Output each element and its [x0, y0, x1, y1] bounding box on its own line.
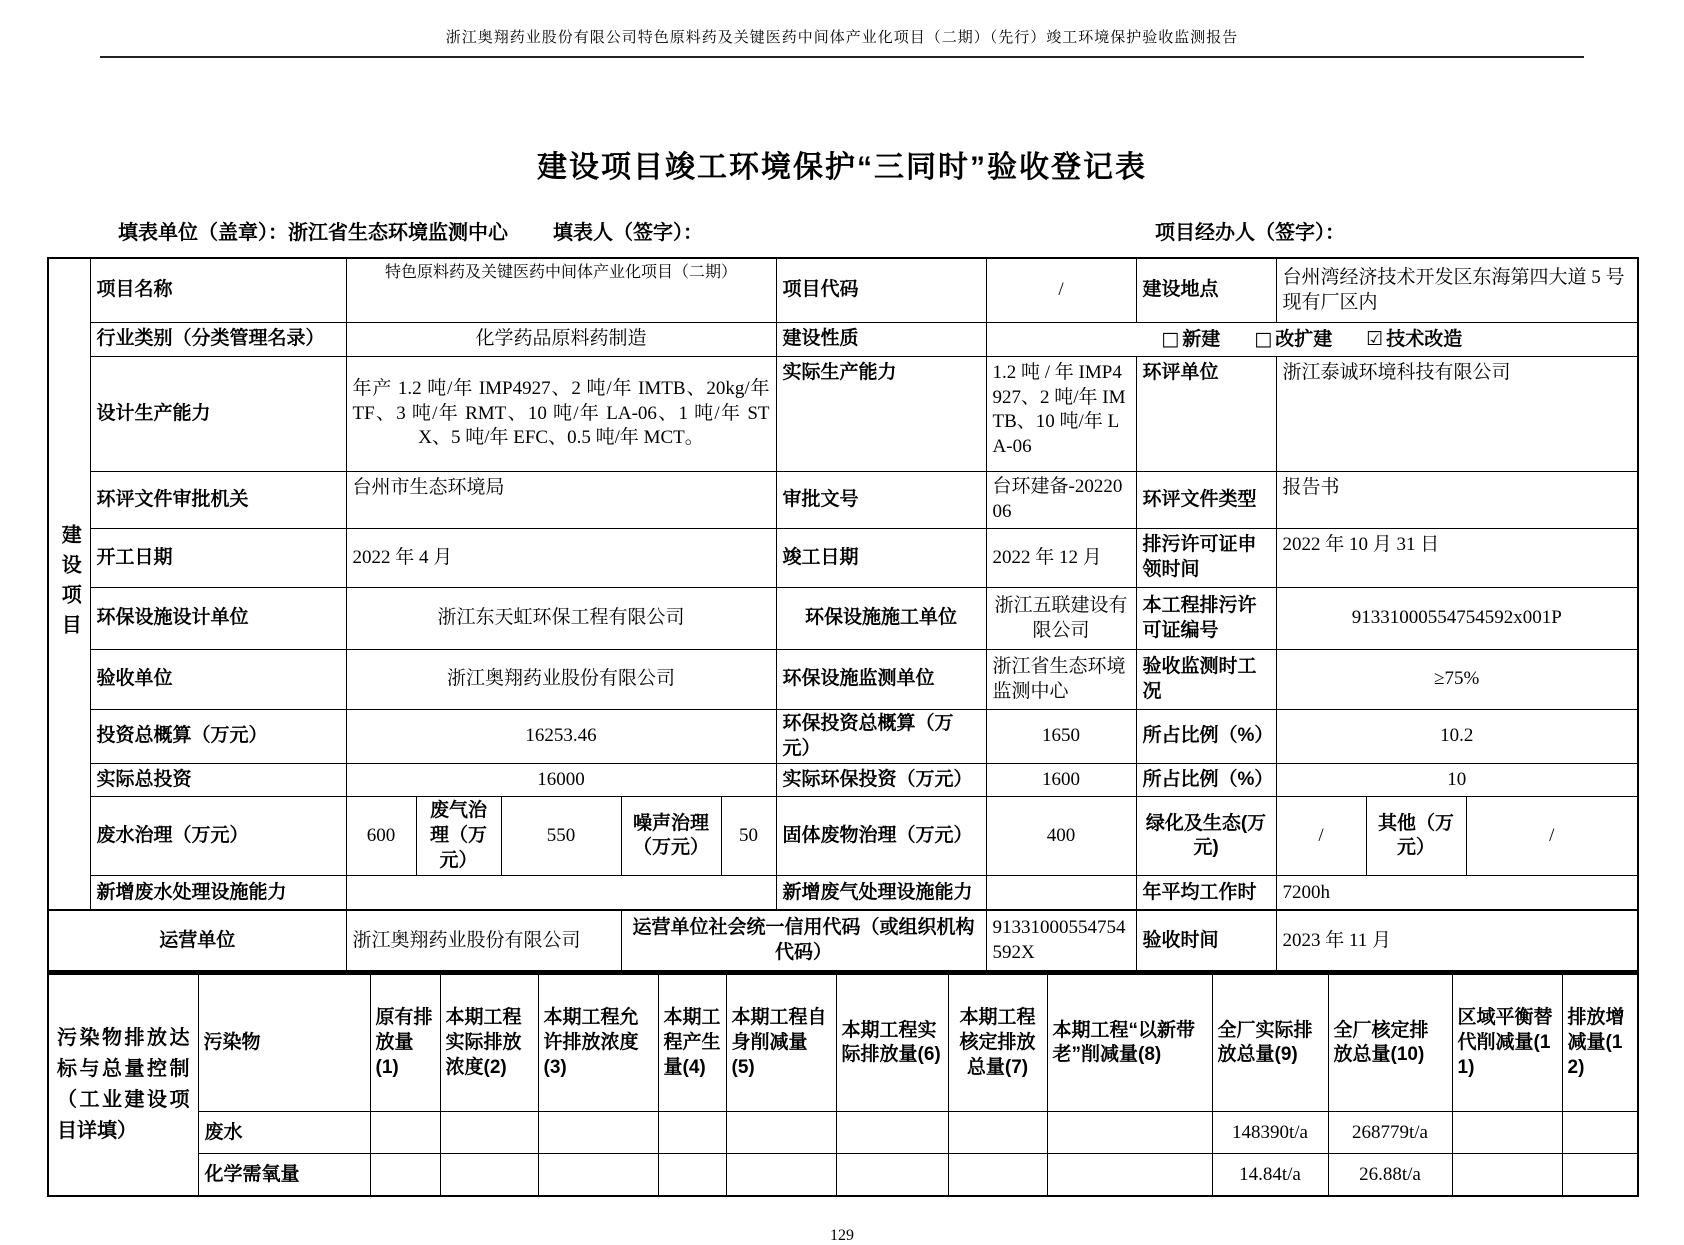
value-solid-waste-treatment-cost: 400	[986, 797, 1136, 876]
value-actual-capacity: 1.2 吨 / 年 IMP4927、2 吨/年 IMTB、10 吨/年 LA-06	[986, 357, 1136, 472]
option-expansion	[1254, 327, 1332, 353]
fill-unit-value: 浙江省生态环境监测中心	[288, 222, 508, 244]
label-approval-number: 审批文号	[776, 472, 986, 529]
empty-cell	[538, 1154, 658, 1197]
value-acceptance-time: 2023 年 11 月	[1276, 910, 1638, 971]
label-actual-capacity: 实际生产能力	[776, 357, 986, 472]
report-running-header	[100, 0, 1584, 58]
empty-cell	[658, 1154, 726, 1197]
checkbox-new-construction-icon: □	[1161, 327, 1180, 350]
col-header-actual-discharge-6: 本期工程实际排放量(6)	[836, 974, 948, 1112]
section-side-label-construction-project: 建设项目	[48, 258, 90, 910]
value-actual-total-investment: 16000	[346, 764, 776, 797]
empty-cell	[440, 1112, 538, 1154]
empty-cell	[948, 1112, 1047, 1154]
empty-cell	[1452, 1112, 1562, 1154]
label-permit-application-time: 排污许可证申领时间	[1136, 529, 1276, 588]
row-label-cod: 化学需氧量	[198, 1154, 370, 1197]
option-expansion-label: 改扩建	[1275, 328, 1333, 350]
empty-cell	[1047, 1154, 1212, 1197]
empty-cell	[1562, 1112, 1638, 1154]
fill-person-label: 填表人（签字）：	[553, 222, 703, 244]
value-project-code: /	[986, 258, 1136, 323]
label-acceptance-time: 验收时间	[1136, 910, 1276, 971]
label-annual-working-hours: 年平均工作时	[1136, 876, 1276, 911]
label-env-investment-estimate: 环保投资总概算（万元）	[776, 710, 986, 764]
label-industry-category: 行业类别（分类管理名录）	[90, 323, 346, 357]
col-header-regional-balance-reduction-11: 区域平衡替代削减量(11)	[1452, 974, 1562, 1112]
value-greening-ecology-cost: /	[1276, 797, 1366, 876]
label-eia-unit: 环评单位	[1136, 357, 1276, 472]
value-other-cost: /	[1466, 797, 1638, 876]
value-wastewater-plant-actual-total: 148390t/a	[1212, 1112, 1328, 1154]
value-design-capacity: 年产 1.2 吨/年 IMP4927、2 吨/年 IMTB、20kg/年 TF、3 吨/年 RMT、10 吨/年 LA-06、1 吨/年 STX、5 吨/年 EFC、0.5 吨/年 MCT。	[346, 357, 776, 472]
option-new-construction-label: 新建	[1182, 328, 1221, 350]
label-env-facility-design-unit: 环保设施设计单位	[90, 588, 346, 650]
label-proportion-2: 所占比例（%）	[1136, 764, 1276, 797]
label-acceptance-unit: 验收单位	[90, 650, 346, 710]
value-proportion-1: 10.2	[1276, 710, 1638, 764]
value-monitoring-working-condition: ≥75%	[1276, 650, 1638, 710]
section-side-label-pollutant-control: 污染物排放达标与总量控制（工业建设项目详填）	[48, 974, 198, 1197]
label-greening-ecology-cost: 绿化及生态(万元)	[1136, 797, 1276, 876]
value-pollutant-permit-number: 91331000554754592x001P	[1276, 588, 1638, 650]
value-noise-treatment-cost: 50	[721, 797, 776, 876]
label-unified-credit-code: 运营单位社会统一信用代码（或组织机构代码）	[621, 910, 986, 971]
label-start-date: 开工日期	[90, 529, 346, 588]
col-header-allowed-discharge-concentration-3: 本期工程允许排放浓度(3)	[538, 974, 658, 1112]
form-meta-line	[118, 216, 1566, 245]
label-waste-gas-treatment-cost: 废气治理（万元）	[416, 797, 501, 876]
label-env-facility-monitoring-unit: 环保设施监测单位	[776, 650, 986, 710]
checkbox-technical-renovation-icon: ☑	[1366, 327, 1384, 350]
empty-cell	[538, 1112, 658, 1154]
value-industry-category: 化学药品原料药制造	[346, 323, 776, 357]
col-header-plant-actual-total-9: 全厂实际排放总量(9)	[1212, 974, 1328, 1112]
checkbox-expansion-icon: □	[1254, 327, 1273, 350]
empty-cell	[948, 1154, 1047, 1197]
value-cod-plant-approved-total: 26.88t/a	[1328, 1154, 1452, 1197]
empty-cell	[1562, 1154, 1638, 1197]
value-env-facility-construction-unit: 浙江五联建设有限公司	[986, 588, 1136, 650]
value-permit-application-time: 2022 年 10 月 31 日	[1276, 529, 1638, 588]
label-construction-site: 建设地点	[1136, 258, 1276, 323]
value-annual-working-hours: 7200h	[1276, 876, 1638, 911]
empty-cell	[726, 1112, 836, 1154]
empty-cell	[1047, 1112, 1212, 1154]
label-env-facility-construction-unit: 环保设施施工单位	[776, 588, 986, 650]
page-number: 129	[830, 1227, 854, 1245]
label-eia-approval-authority: 环评文件审批机关	[90, 472, 346, 529]
label-proportion-1: 所占比例（%）	[1136, 710, 1276, 764]
value-acceptance-unit: 浙江奥翔药业股份有限公司	[346, 650, 776, 710]
value-eia-document-type: 报告书	[1276, 472, 1638, 529]
value-approval-number: 台环建备-2022006	[986, 472, 1136, 529]
col-header-original-discharge-1: 原有排放量(1)	[370, 974, 440, 1112]
value-wastewater-plant-approved-total: 268779t/a	[1328, 1112, 1452, 1154]
form-title: 建设项目竣工环境保护“三同时”验收登记表	[537, 151, 1147, 184]
label-total-investment-estimate: 投资总概算（万元）	[90, 710, 346, 764]
col-header-discharge-change-12: 排放增减量(12)	[1562, 974, 1638, 1112]
value-construction-nature	[986, 323, 1638, 357]
label-operating-unit: 运营单位	[48, 910, 346, 971]
value-env-investment-estimate: 1650	[986, 710, 1136, 764]
value-eia-unit: 浙江泰诚环境科技有限公司	[1276, 357, 1638, 472]
label-design-capacity: 设计生产能力	[90, 357, 346, 472]
label-monitoring-working-condition: 验收监测时工况	[1136, 650, 1276, 710]
value-construction-site: 台州湾经济技术开发区东海第四大道 5 号现有厂区内	[1276, 258, 1638, 323]
label-project-code: 项目代码	[776, 258, 986, 323]
empty-cell	[370, 1154, 440, 1197]
value-env-facility-monitoring-unit: 浙江省生态环境监测中心	[986, 650, 1136, 710]
value-wastewater-treatment-cost: 600	[346, 797, 416, 876]
col-header-plant-approved-total-10: 全厂核定排放总量(10)	[1328, 974, 1452, 1112]
empty-cell	[370, 1112, 440, 1154]
label-solid-waste-treatment-cost: 固体废物治理（万元）	[776, 797, 986, 876]
label-noise-treatment-cost: 噪声治理（万元）	[621, 797, 721, 876]
pollutant-control-table	[47, 972, 1639, 1197]
value-cod-plant-actual-total: 14.84t/a	[1212, 1154, 1328, 1197]
fill-unit-label: 填表单位（盖章）：	[118, 222, 288, 244]
option-technical-renovation-label: 技术改造	[1386, 328, 1463, 350]
option-new-construction	[1161, 327, 1220, 353]
label-actual-env-investment: 实际环保投资（万元）	[776, 764, 986, 797]
value-project-name: 特色原料药及关键医药中间体产业化项目（二期）	[346, 258, 776, 323]
value-operating-unit: 浙江奥翔药业股份有限公司	[346, 910, 621, 971]
empty-cell	[658, 1112, 726, 1154]
label-construction-nature: 建设性质	[776, 323, 986, 357]
col-header-generated-amount-4: 本期工程产生量(4)	[658, 974, 726, 1112]
col-header-actual-discharge-concentration-2: 本期工程实际排放浓度(2)	[440, 974, 538, 1112]
col-header-old-for-new-reduction-8: 本期工程“以新带老”削减量(8)	[1047, 974, 1212, 1112]
label-eia-document-type: 环评文件类型	[1136, 472, 1276, 529]
col-header-approved-total-discharge-7: 本期工程核定排放总量(7)	[948, 974, 1047, 1112]
value-eia-approval-authority: 台州市生态环境局	[346, 472, 776, 529]
label-completion-date: 竣工日期	[776, 529, 986, 588]
empty-cell	[440, 1154, 538, 1197]
project-handler-label: 项目经办人（签字）：	[1155, 222, 1345, 244]
col-header-self-reduction-5: 本期工程自身削减量(5)	[726, 974, 836, 1112]
label-other-cost: 其他（万元）	[1366, 797, 1466, 876]
value-unified-credit-code: 91331000554754592X	[986, 910, 1136, 971]
value-total-investment-estimate: 16253.46	[346, 710, 776, 764]
label-project-name: 项目名称	[90, 258, 346, 323]
value-actual-env-investment: 1600	[986, 764, 1136, 797]
value-env-facility-design-unit: 浙江东天虹环保工程有限公司	[346, 588, 776, 650]
empty-cell	[726, 1154, 836, 1197]
report-header-title: 浙江奥翔药业股份有限公司特色原料药及关键医药中间体产业化项目（二期）（先行）竣工环境保护验收监测报告	[445, 30, 1239, 46]
construction-project-table	[47, 257, 1639, 972]
value-new-wastewater-facility-capacity	[346, 876, 776, 911]
label-wastewater-treatment-cost: 废水治理（万元）	[90, 797, 346, 876]
value-new-waste-gas-facility-capacity	[986, 876, 1136, 911]
row-label-wastewater: 废水	[198, 1112, 370, 1154]
label-new-wastewater-facility-capacity: 新增废水处理设施能力	[90, 876, 346, 911]
value-waste-gas-treatment-cost: 550	[501, 797, 621, 876]
label-pollutant-permit-number: 本工程排污许可证编号	[1136, 588, 1276, 650]
empty-cell	[836, 1154, 948, 1197]
construction-nature-options	[993, 327, 1632, 353]
label-actual-total-investment: 实际总投资	[90, 764, 346, 797]
empty-cell	[1452, 1154, 1562, 1197]
value-start-date: 2022 年 4 月	[346, 529, 776, 588]
col-header-pollutant: 污染物	[198, 974, 370, 1112]
empty-cell	[836, 1112, 948, 1154]
value-completion-date: 2022 年 12 月	[986, 529, 1136, 588]
value-proportion-2: 10	[1276, 764, 1638, 797]
option-technical-renovation	[1366, 327, 1462, 353]
label-new-waste-gas-facility-capacity: 新增废气处理设施能力	[776, 876, 986, 911]
